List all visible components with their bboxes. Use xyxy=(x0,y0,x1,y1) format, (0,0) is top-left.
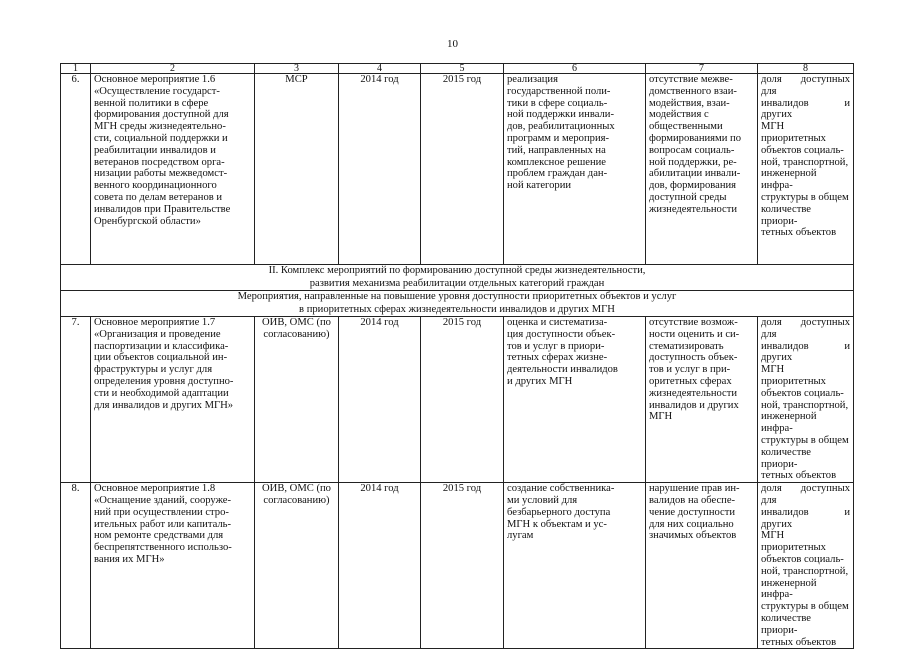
text-line: «Осуществление государст- xyxy=(94,85,220,97)
text-line: МГН приоритетных xyxy=(761,530,826,554)
text-line: инвалидов при Правительстве xyxy=(94,203,231,215)
text-line: проблем граждан дан- xyxy=(507,168,608,180)
text-line: количестве приори- xyxy=(761,203,811,227)
end-year: 2015 год xyxy=(421,74,504,265)
text-line: инвалидов и других xyxy=(761,340,850,364)
text-line: согласованию) xyxy=(263,494,330,506)
text-line: дов, формирования xyxy=(649,180,737,192)
text-line: ветеранов посредством орга- xyxy=(94,156,225,168)
text-line: ний при осуществлении стро- xyxy=(94,506,229,518)
text-line: Основное мероприятие 1.7 xyxy=(94,317,216,328)
text-line: ной поддержки инвали- xyxy=(507,109,614,121)
text-line: ми условий для xyxy=(507,494,578,506)
text-line: ном ремонте средствами для xyxy=(94,530,224,542)
text-line: МГН приоритетных xyxy=(761,364,826,387)
header-col-6: 6 xyxy=(504,64,646,74)
executor xyxy=(255,483,339,649)
text-line: ОИВ, ОМС (по xyxy=(262,317,331,328)
header-col-7: 7 xyxy=(646,64,758,74)
text-line: тов и услуг в при- xyxy=(649,364,731,376)
text-line: тетных сферах жизне- xyxy=(507,352,608,364)
text-line: ции объектов социальной ин- xyxy=(94,352,228,364)
text-line: тов и услуг в приори- xyxy=(507,340,605,352)
text-line: и других МГН xyxy=(507,375,573,387)
text-line: МГН к объектам и ус- xyxy=(507,518,607,530)
subsection-heading xyxy=(61,291,854,317)
text-line: Оренбургской области» xyxy=(94,215,201,227)
start-year: 2014 год xyxy=(339,317,421,483)
text-line: объектов социаль- xyxy=(761,387,844,399)
text-line: венного координационного xyxy=(94,180,217,192)
text-line: домственного взаи- xyxy=(649,85,737,97)
text-line: абилитации инвали- xyxy=(649,168,741,180)
text-line: венной политики в сфере xyxy=(94,97,209,109)
text-line: отсутствие межве- xyxy=(649,74,733,85)
text-line: реализация xyxy=(507,74,558,85)
text-line: создание собственника- xyxy=(507,483,615,495)
text-line: определения уровня доступно- xyxy=(94,375,234,387)
text-line: паспортизации и классифика- xyxy=(94,340,229,352)
text-line: ция доступности объек- xyxy=(507,328,616,340)
text-line: доступной среды xyxy=(649,191,727,203)
text-line: объектов социаль- xyxy=(761,553,844,565)
text-line: Основное мероприятие 1.6 xyxy=(94,74,216,85)
header-col-3: 3 xyxy=(255,64,339,74)
text-line: стематизировать xyxy=(649,340,724,352)
text-line: сти, социальной поддержки и xyxy=(94,132,228,144)
expected-result xyxy=(504,483,646,649)
header-col-4: 4 xyxy=(339,64,421,74)
text-line: совета по делам ветеранов и xyxy=(94,191,223,203)
text-line: валидов на обеспе- xyxy=(649,494,736,506)
end-year: 2015 год xyxy=(421,483,504,649)
text-line: реабилитации инвалидов и xyxy=(94,144,216,156)
text-line: для инвалидов и других МГН» xyxy=(94,399,234,411)
text-line: оритетных сферах xyxy=(649,375,732,387)
text-line: вопросам социаль- xyxy=(649,144,735,156)
text-line: инвалидов и других xyxy=(761,97,850,121)
text-line: сти и необходимой адаптации xyxy=(94,387,229,399)
text-line: «Организация и проведение xyxy=(94,328,221,340)
text-line: ной, транспортной, xyxy=(761,156,849,168)
header-row xyxy=(61,64,854,74)
text-line: доля доступных для xyxy=(761,483,850,506)
text-line: беспрепятственного использо- xyxy=(94,542,232,554)
text-line: дов, реабилитационных xyxy=(507,121,615,133)
text-line: тий, направленных на xyxy=(507,144,606,156)
text-line: II. Комплекс мероприятий по формированию доступной среды жизнедеятельности, xyxy=(268,265,646,276)
text-line: низации работы межведомст- xyxy=(94,168,228,180)
text-line: ительных работ или капиталь- xyxy=(94,518,232,530)
text-line: в приоритетных сферах жизнедеятельности инвалидов и других МГН xyxy=(299,303,615,315)
subsection-title xyxy=(61,291,854,317)
text-line: отсутствие возмож- xyxy=(649,317,738,328)
row-number: 6. xyxy=(61,74,91,265)
text-line: фраструктуры и услуг для xyxy=(94,364,213,376)
text-line: нарушение прав ин- xyxy=(649,483,740,495)
text-line: доля доступных для xyxy=(761,317,850,340)
text-line: ности оценить и си- xyxy=(649,328,740,340)
text-line: инженерной инфра- xyxy=(761,168,817,192)
text-line: тетных объектов xyxy=(761,227,837,239)
end-year: 2015 год xyxy=(421,317,504,483)
text-line: структуры в общем xyxy=(761,191,849,203)
measure-name xyxy=(91,483,255,649)
text-line: модействия, взаи- xyxy=(649,97,730,109)
non-implementation-consequence xyxy=(646,74,758,265)
text-line: ОИВ, ОМС (по xyxy=(262,483,331,495)
executor xyxy=(255,74,339,265)
text-line: модействия с xyxy=(649,109,709,121)
start-year: 2014 год xyxy=(339,74,421,265)
text-line: количестве приори- xyxy=(761,612,811,636)
text-line: доля доступных для xyxy=(761,74,850,97)
non-implementation-consequence xyxy=(646,483,758,649)
text-line: лугам xyxy=(507,530,534,542)
header-col-5: 5 xyxy=(421,64,504,74)
non-implementation-consequence xyxy=(646,317,758,483)
header-col-2: 2 xyxy=(91,64,255,74)
measure-name xyxy=(91,74,255,265)
text-line: МГН среды жизнедеятельно- xyxy=(94,121,226,133)
table-row xyxy=(61,317,854,483)
section-2-title xyxy=(61,265,854,291)
text-line: деятельности инвалидов xyxy=(507,364,618,376)
executor xyxy=(255,317,339,483)
text-line: МГН xyxy=(649,411,673,423)
text-line: значимых объектов xyxy=(649,530,737,542)
indicator xyxy=(758,74,854,265)
text-line: инвалидов и других xyxy=(761,506,850,530)
text-line: объектов социаль- xyxy=(761,144,844,156)
text-line: ной, транспортной, xyxy=(761,399,849,411)
indicator xyxy=(758,317,854,483)
text-line: вания их МГН» xyxy=(94,553,165,565)
text-line: оценка и систематиза- xyxy=(507,317,608,328)
text-line: тетных объектов xyxy=(761,636,837,648)
text-line: государственной поли- xyxy=(507,85,611,97)
text-line: развития механизма реабилитации отдельных категорий граждан xyxy=(309,277,605,289)
text-line: программ и мероприя- xyxy=(507,132,610,144)
text-line: для них социально xyxy=(649,518,734,530)
text-line: ной категории xyxy=(507,180,572,192)
text-line: доступность объек- xyxy=(649,352,738,364)
table-row xyxy=(61,483,854,649)
activities-table xyxy=(60,63,854,649)
text-line: структуры в общем xyxy=(761,601,849,613)
text-line: количестве приори- xyxy=(761,446,811,470)
page-number: 10 xyxy=(447,38,458,50)
section-heading xyxy=(61,265,854,291)
text-line: ной поддержки, ре- xyxy=(649,156,737,168)
row-number: 7. xyxy=(61,317,91,483)
text-line: структуры в общем xyxy=(761,434,849,446)
measure-name xyxy=(91,317,255,483)
text-line: Мероприятия, направленные на повышение уровня доступности приоритетных объектов и услуг xyxy=(237,291,677,302)
text-line: инженерной инфра- xyxy=(761,411,817,435)
text-line: формирования доступной для xyxy=(94,109,229,121)
start-year: 2014 год xyxy=(339,483,421,649)
text-line: жизнедеятельности xyxy=(649,203,738,215)
text-line: МСР xyxy=(285,74,308,85)
text-line: общественными xyxy=(649,121,723,133)
text-line: МГН приоритетных xyxy=(761,121,826,144)
text-line: комплексное решение xyxy=(507,156,606,168)
text-line: безбарьерного доступа xyxy=(507,506,611,518)
text-line: жизнедеятельности xyxy=(649,387,738,399)
text-line: «Оснащение зданий, сооруже- xyxy=(94,494,231,506)
text-line: Основное мероприятие 1.8 xyxy=(94,483,216,495)
header-col-8: 8 xyxy=(758,64,854,74)
header-col-1: 1 xyxy=(61,64,91,74)
text-line: согласованию) xyxy=(263,328,330,340)
text-line: инвалидов и других xyxy=(649,399,739,411)
text-line: тетных объектов xyxy=(761,470,837,482)
text-line: чение доступности xyxy=(649,506,736,518)
indicator xyxy=(758,483,854,649)
text-line: формированиями по xyxy=(649,132,742,144)
text-line: тики в сфере социаль- xyxy=(507,97,608,109)
row-number: 8. xyxy=(61,483,91,649)
text-line: инженерной инфра- xyxy=(761,577,817,601)
expected-result xyxy=(504,74,646,265)
table-row xyxy=(61,74,854,265)
text-line: ной, транспортной, xyxy=(761,565,849,577)
expected-result xyxy=(504,317,646,483)
